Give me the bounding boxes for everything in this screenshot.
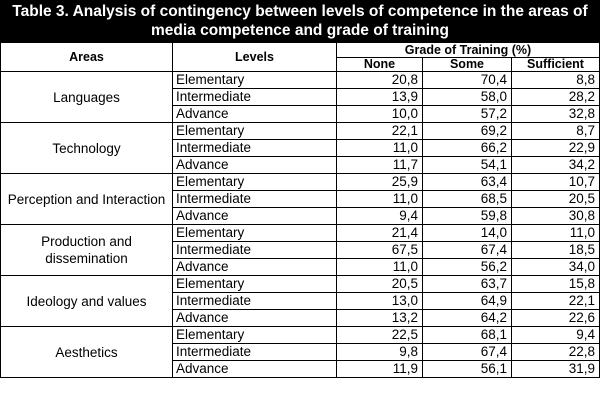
- none-value: 22,5: [337, 327, 423, 344]
- sufficient-value: 22,9: [512, 140, 600, 157]
- table-title: [0, 0, 600, 42]
- none-value: 22,1: [337, 123, 423, 140]
- none-value: 13,2: [337, 310, 423, 327]
- table-row: [1, 327, 600, 344]
- area-cell: Ideology and values: [1, 276, 173, 327]
- some-value: 56,2: [423, 259, 512, 276]
- level-cell: Advance: [173, 157, 337, 174]
- some-value: 69,2: [423, 123, 512, 140]
- header-levels: Levels: [173, 43, 337, 72]
- area-cell: Perception and Interaction: [1, 174, 173, 225]
- level-cell: Intermediate: [173, 344, 337, 361]
- level-cell: Advance: [173, 208, 337, 225]
- level-cell: Elementary: [173, 174, 337, 191]
- sufficient-value: 22,1: [512, 293, 600, 310]
- some-value: 64,2: [423, 310, 512, 327]
- area-cell: Aesthetics: [1, 327, 173, 378]
- level-cell: Intermediate: [173, 191, 337, 208]
- area-cell: Production and dissemination: [1, 225, 173, 276]
- none-value: 11,0: [337, 191, 423, 208]
- sufficient-value: 20,5: [512, 191, 600, 208]
- sufficient-value: 8,7: [512, 123, 600, 140]
- sufficient-value: 9,4: [512, 327, 600, 344]
- table-title-line-2: media competence and grade of training: [150, 22, 449, 39]
- sufficient-value: 34,2: [512, 157, 600, 174]
- sufficient-value: 28,2: [512, 89, 600, 106]
- some-value: 67,4: [423, 344, 512, 361]
- some-value: 64,9: [423, 293, 512, 310]
- some-value: 59,8: [423, 208, 512, 225]
- area-cell: Technology: [1, 123, 173, 174]
- none-value: 20,8: [337, 72, 423, 89]
- none-value: 9,4: [337, 208, 423, 225]
- some-value: 63,4: [423, 174, 512, 191]
- sufficient-value: 30,8: [512, 208, 600, 225]
- header-sufficient: Sufficient: [512, 58, 600, 72]
- none-value: 20,5: [337, 276, 423, 293]
- level-cell: Elementary: [173, 72, 337, 89]
- some-value: 63,7: [423, 276, 512, 293]
- some-value: 57,2: [423, 106, 512, 123]
- level-cell: Advance: [173, 259, 337, 276]
- table-row: [1, 225, 600, 242]
- sufficient-value: 22,8: [512, 344, 600, 361]
- none-value: 25,9: [337, 174, 423, 191]
- header-none: None: [337, 58, 423, 72]
- sufficient-value: 31,9: [512, 361, 600, 378]
- header-some: Some: [423, 58, 512, 72]
- none-value: 11,0: [337, 259, 423, 276]
- level-cell: Elementary: [173, 123, 337, 140]
- header-areas: Areas: [1, 43, 173, 72]
- table-row: [1, 72, 600, 89]
- none-value: 11,9: [337, 361, 423, 378]
- sufficient-value: 34,0: [512, 259, 600, 276]
- some-value: 54,1: [423, 157, 512, 174]
- sufficient-value: 15,8: [512, 276, 600, 293]
- sufficient-value: 22,6: [512, 310, 600, 327]
- none-value: 11,0: [337, 140, 423, 157]
- level-cell: Elementary: [173, 225, 337, 242]
- level-cell: Intermediate: [173, 242, 337, 259]
- some-value: 68,5: [423, 191, 512, 208]
- table-row: [1, 123, 600, 140]
- level-cell: Advance: [173, 361, 337, 378]
- sufficient-value: 10,7: [512, 174, 600, 191]
- sufficient-value: 18,5: [512, 242, 600, 259]
- table-body: [1, 72, 600, 378]
- some-value: 56,1: [423, 361, 512, 378]
- none-value: 13,0: [337, 293, 423, 310]
- level-cell: Elementary: [173, 327, 337, 344]
- header-grade-of-training: Grade of Training (%): [337, 43, 600, 58]
- level-cell: Intermediate: [173, 293, 337, 310]
- area-cell: Languages: [1, 72, 173, 123]
- some-value: 68,1: [423, 327, 512, 344]
- level-cell: Advance: [173, 310, 337, 327]
- level-cell: Intermediate: [173, 89, 337, 106]
- none-value: 11,7: [337, 157, 423, 174]
- table-row: [1, 174, 600, 191]
- contingency-table: [0, 42, 600, 378]
- table-row: [1, 276, 600, 293]
- some-value: 70,4: [423, 72, 512, 89]
- some-value: 66,2: [423, 140, 512, 157]
- sufficient-value: 11,0: [512, 225, 600, 242]
- some-value: 67,4: [423, 242, 512, 259]
- none-value: 67,5: [337, 242, 423, 259]
- level-cell: Advance: [173, 106, 337, 123]
- level-cell: Intermediate: [173, 140, 337, 157]
- none-value: 13,9: [337, 89, 423, 106]
- sufficient-value: 32,8: [512, 106, 600, 123]
- none-value: 10,0: [337, 106, 423, 123]
- sufficient-value: 8,8: [512, 72, 600, 89]
- some-value: 14,0: [423, 225, 512, 242]
- none-value: 9,8: [337, 344, 423, 361]
- some-value: 58,0: [423, 89, 512, 106]
- none-value: 21,4: [337, 225, 423, 242]
- level-cell: Elementary: [173, 276, 337, 293]
- table-title-line-1: Table 3. Analysis of contingency between levels of competence in the areas of: [12, 3, 588, 20]
